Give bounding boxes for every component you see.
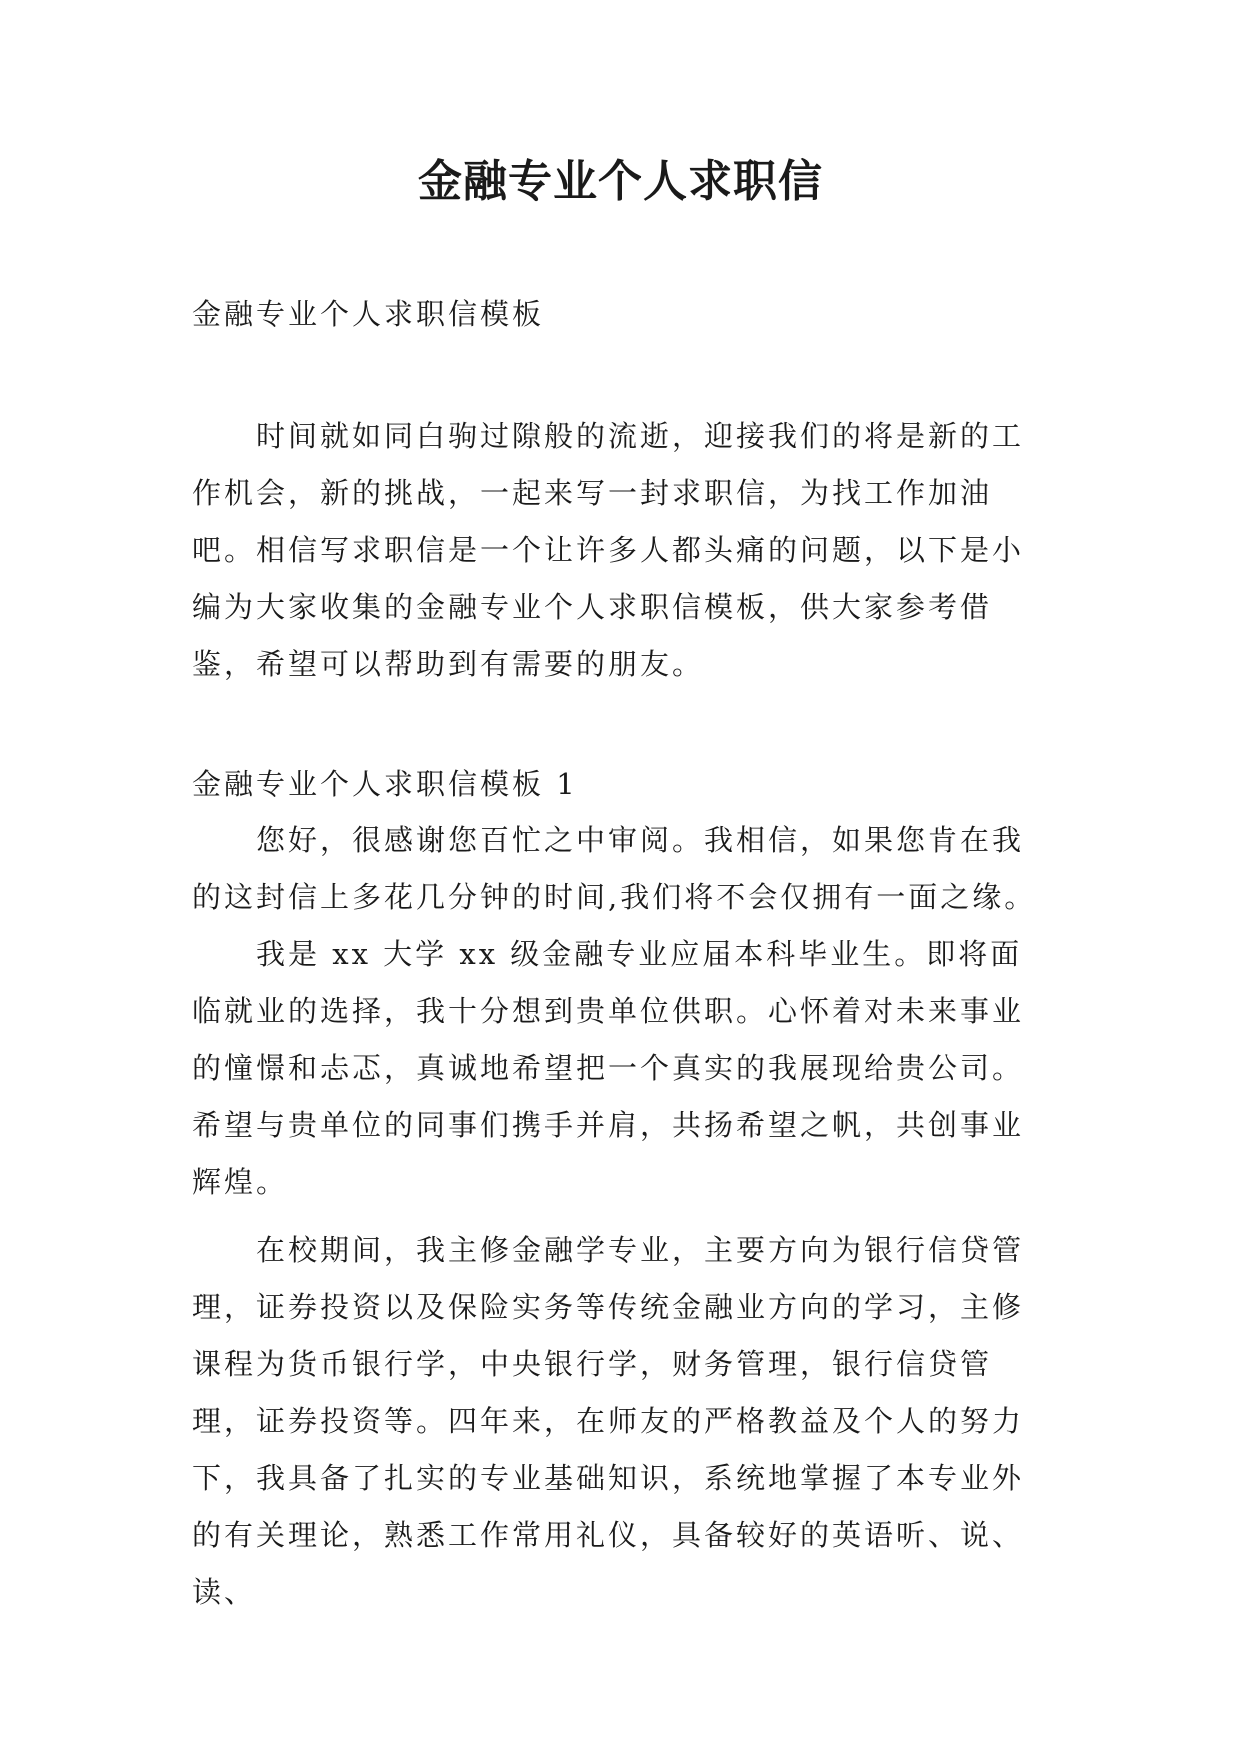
document-subtitle: 金融专业个人求职信模板 xyxy=(192,297,545,331)
document-title: 金融专业个人求职信 xyxy=(418,156,823,207)
section-heading: 金融专业个人求职信模板 1 xyxy=(192,767,578,801)
body-paragraph-1: 您好，很感谢您百忙之中审阅。我相信，如果您肯在我的这封信上多花几分钟的时间,我们将不会仅拥有一面之缘。 xyxy=(192,823,1037,914)
body-paragraph-2: 我是 xx 大学 xx 级金融专业应届本科毕业生。即将面临就业的选择，我十分想到贵单位供职。心怀着对未来事业的憧憬和忐忑，真诚地希望把一个真实的我展现给贵公司。希望与贵单位的同事们携手并肩，共扬希望之帆，共创事业辉煌。 xyxy=(192,937,1025,1199)
intro-paragraph: 时间就如同白驹过隙般的流逝，迎接我们的将是新的工作机会，新的挑战，一起来写一封求职信，为找工作加油吧。相信写求职信是一个让许多人都头痛的问题，以下是小编为大家收集的金融专业个人求职信模板，供大家参考借鉴，希望可以帮助到有需要的朋友。 xyxy=(192,419,1025,681)
body-paragraph-3: 在校期间，我主修金融学专业，主要方向为银行信贷管理，证券投资以及保险实务等传统金融业方向的学习，主修课程为货币银行学，中央银行学，财务管理，银行信贷管理，证券投资等。四年来，在师友的严格教益及个人的努力下，我具备了扎实的专业基础知识，系统地掌握了本专业外的有关理论，熟悉工作常用礼仪，具备较好的英语听、说、读、 xyxy=(192,1233,1025,1609)
